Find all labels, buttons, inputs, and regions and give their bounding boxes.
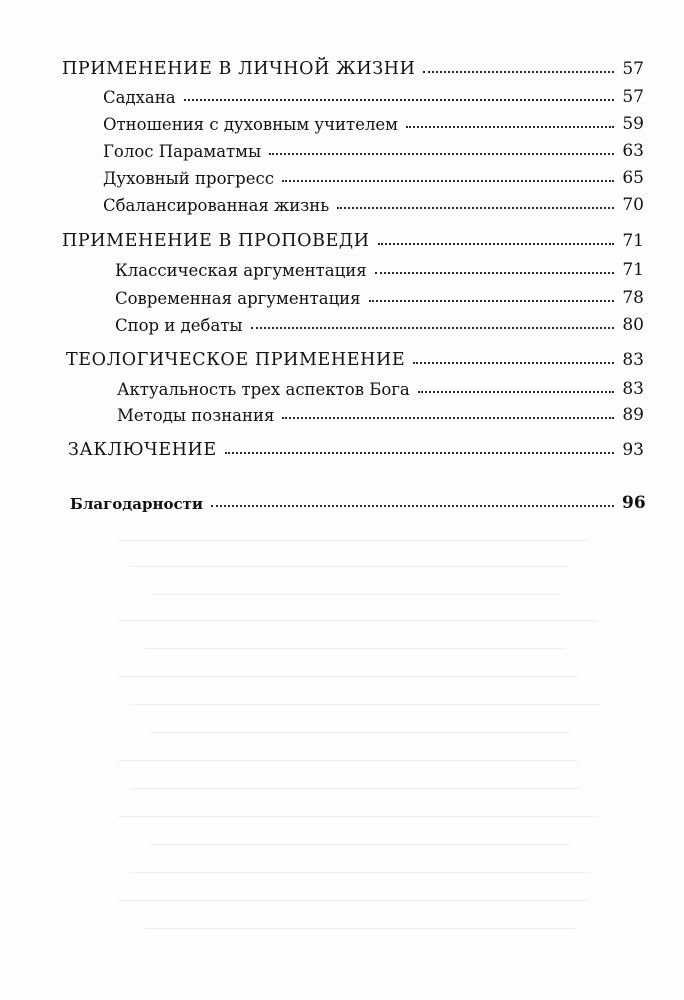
toc-page-number: 65 xyxy=(622,168,644,188)
toc-entry-title: Актуальность трех аспектов Бога xyxy=(117,379,410,399)
toc-page-number: 89 xyxy=(622,405,644,425)
dot-leader xyxy=(251,327,614,329)
toc-page-number: 57 xyxy=(622,59,644,79)
toc-entry-modern-argument[interactable] xyxy=(115,281,644,307)
dot-leader xyxy=(413,362,614,364)
toc-entry-title: Современная аргументация xyxy=(115,288,361,308)
toc-entry-dispute-debate[interactable] xyxy=(115,308,644,334)
toc-page-number: 57 xyxy=(622,87,644,107)
dot-leader xyxy=(282,180,614,182)
toc-entry-acknowledgements[interactable] xyxy=(70,486,644,512)
toc-entry-spiritual-teacher[interactable] xyxy=(103,107,644,133)
toc-entry-title: Методы познания xyxy=(117,405,275,425)
toc-page-number: 71 xyxy=(622,231,644,251)
toc-entry-title: Сбалансированная жизнь xyxy=(103,195,330,215)
toc-section-conclusion[interactable] xyxy=(68,433,644,459)
toc-entry-title: ПРИМЕНЕНИЕ В ЛИЧНОЙ ЖИЗНИ xyxy=(62,58,416,79)
toc-entry-title: ЗАКЛЮЧЕНИЕ xyxy=(68,439,217,460)
toc-entry-title: Духовный прогресс xyxy=(103,168,274,188)
dot-leader xyxy=(337,207,614,209)
toc-page-number: 63 xyxy=(622,141,644,161)
toc-entry-knowledge-methods[interactable] xyxy=(117,398,644,424)
toc-entry-classical-argument[interactable] xyxy=(115,253,644,279)
dot-leader xyxy=(369,300,614,302)
toc-page-number: 71 xyxy=(622,260,644,280)
toc-entry-title: Благодарности xyxy=(70,495,204,513)
toc-entry-title: Отношения с духовным учителем xyxy=(103,114,399,134)
toc-entry-three-aspects[interactable] xyxy=(117,372,644,398)
toc-entry-title: Садхана xyxy=(103,87,176,107)
toc-entry-spiritual-progress[interactable] xyxy=(103,161,644,187)
toc-page-number: 70 xyxy=(622,195,644,215)
toc-entry-sadhana[interactable] xyxy=(103,80,644,106)
toc-page-number: 78 xyxy=(622,288,644,308)
toc-page-number: 59 xyxy=(622,114,644,134)
toc-page-number: 80 xyxy=(622,315,644,335)
toc-entry-paramatma-voice[interactable] xyxy=(103,134,644,160)
toc-entry-title: Спор и дебаты xyxy=(115,315,243,335)
toc-entry-title: Классическая аргументация xyxy=(115,260,367,280)
dot-leader xyxy=(211,505,614,507)
toc-entry-balanced-life[interactable] xyxy=(103,188,644,214)
toc-page-number: 83 xyxy=(622,379,644,399)
toc-page-number: 96 xyxy=(622,493,646,513)
toc-entry-title: ПРИМЕНЕНИЕ В ПРОПОВЕДИ xyxy=(62,230,370,251)
dot-leader xyxy=(418,391,614,393)
dot-leader xyxy=(184,99,614,101)
toc-page-number: 93 xyxy=(622,440,644,460)
dot-leader xyxy=(423,71,614,73)
toc-section-personal-life[interactable] xyxy=(62,52,644,78)
toc-section-theological[interactable] xyxy=(66,343,644,369)
dot-leader xyxy=(406,126,614,128)
dot-leader xyxy=(225,452,614,454)
dot-leader xyxy=(269,153,614,155)
dot-leader xyxy=(375,272,614,274)
toc-entry-title: ТЕОЛОГИЧЕСКОЕ ПРИМЕНЕНИЕ xyxy=(66,349,406,370)
toc-entry-title: Голос Параматмы xyxy=(103,141,262,161)
toc-page-number: 83 xyxy=(622,350,644,370)
dot-leader xyxy=(282,417,614,419)
toc-section-preaching[interactable] xyxy=(62,224,644,250)
dot-leader xyxy=(378,243,614,245)
